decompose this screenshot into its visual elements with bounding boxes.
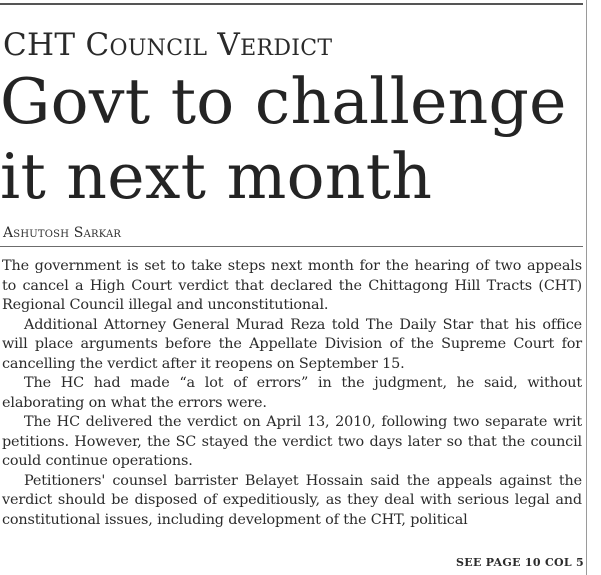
byline: Ashutosh Sarkar (3, 225, 122, 241)
headline-line-1: Govt to challenge (0, 65, 567, 138)
headline-line-2: it next month (0, 140, 433, 213)
paragraph-3: The HC had made “a lot of errors” in the judgment, he said, without elaborating on what the errors were. (2, 375, 582, 411)
paragraph-5: Petitioners' counsel barrister Belayet Hossain said the appeals against the verdict should be disposed of expeditiously, as they deal with serious legal and constitutional issues, including development of the CHT, political (2, 472, 582, 528)
headline (0, 64, 590, 214)
paragraph-2: Additional Attorney General Murad Reza told The Daily Star that his office will place arguments before the Appellate Division of the Supreme Court for cancelling the verdict after it reopens on September 15. (2, 316, 582, 372)
continuation-link[interactable]: SEE PAGE 10 COL 5 (456, 556, 584, 569)
byline-rule (0, 246, 583, 247)
kicker: CHT Council Verdict (3, 27, 333, 63)
paragraph-4: The HC delivered the verdict on April 13, 2010, following two separate writ petitions. However, the SC stayed the verdict two days later so that the council could continue operations. (2, 414, 582, 469)
paragraph-1: The government is set to take steps next month for the hearing of two appeals to cancel a High Court verdict that declared the Chittagong Hill Tracts (CHT) Regional Council illegal and unconstitutional. (2, 258, 582, 313)
top-rule (0, 3, 583, 5)
article-body (2, 257, 582, 530)
